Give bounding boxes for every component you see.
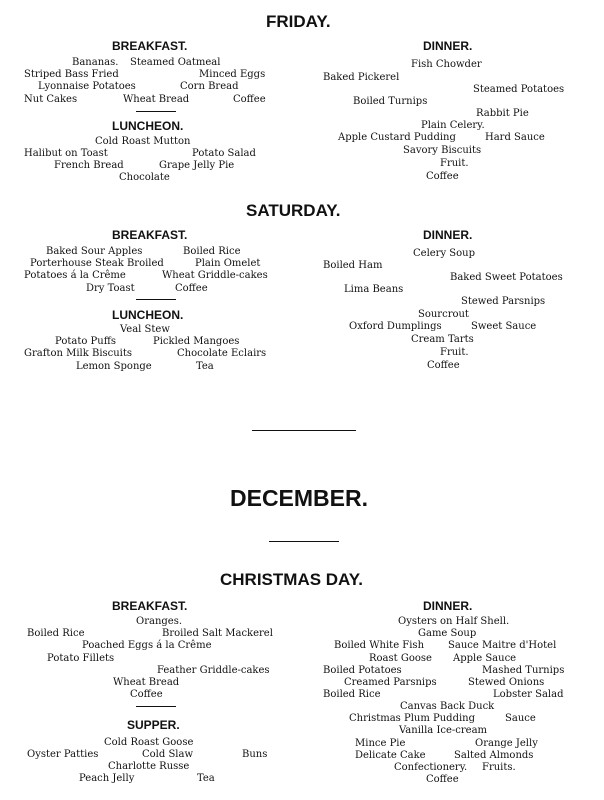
divider: [269, 541, 339, 542]
friday-dinner-heading: DINNER.: [423, 39, 473, 53]
menu-item: Feather Griddle-cakes: [157, 665, 270, 676]
menu-item: Mince Pie: [355, 738, 406, 749]
menu-item: Boiled Turnips: [353, 96, 428, 107]
menu-item: Corn Bread: [180, 81, 239, 92]
menu-item: Salted Almonds: [454, 750, 534, 761]
menu-item: Steamed Potatoes: [473, 84, 565, 95]
menu-item: Sourcrout: [418, 309, 469, 320]
menu-item: Boiled Rice: [183, 246, 241, 257]
menu-item: Charlotte Russe: [108, 761, 190, 772]
menu-item: Boiled Rice: [27, 628, 85, 639]
menu-item: Tea: [196, 361, 214, 372]
saturday-dinner-heading: DINNER.: [423, 228, 473, 242]
menu-item: Boiled Potatoes: [323, 665, 402, 676]
menu-item: Striped Bass Fried: [24, 69, 119, 80]
menu-item: Coffee: [427, 360, 460, 371]
menu-item: Cold Slaw: [142, 749, 194, 760]
menu-item: Cold Roast Mutton: [95, 136, 191, 147]
menu-item: Boiled Ham: [323, 260, 383, 271]
menu-item: Wheat Bread: [113, 677, 180, 688]
menu-item: Fish Chowder: [411, 59, 482, 70]
menu-item: Creamed Parsnips: [344, 677, 437, 688]
menu-item: Canvas Back Duck: [400, 701, 495, 712]
menu-item: Confectionery.: [394, 762, 468, 773]
menu-item: Sweet Sauce: [471, 321, 537, 332]
menu-item: Potato Salad: [192, 148, 256, 159]
menu-item: Steamed Oatmeal: [130, 57, 221, 68]
menu-item: Lyonnaise Potatoes: [38, 81, 136, 92]
menu-item: Apple Custard Pudding: [338, 132, 456, 143]
menu-item: Baked Pickerel: [323, 72, 400, 83]
menu-item: Cream Tarts: [411, 334, 474, 345]
menu-item: Nut Cakes: [24, 94, 78, 105]
menu-item: Coffee: [426, 774, 459, 785]
menu-item: Orange Jelly: [475, 738, 538, 749]
menu-item: Coffee: [233, 94, 266, 105]
menu-item: Boiled Rice: [323, 689, 381, 700]
menu-item: Coffee: [426, 171, 459, 182]
menu-item: Fruit.: [440, 158, 469, 169]
menu-item: Stewed Onions: [468, 677, 545, 688]
friday-breakfast-heading: BREAKFAST.: [112, 39, 188, 53]
menu-item: Wheat Bread: [123, 94, 190, 105]
menu-item: Plain Omelet: [195, 258, 261, 269]
menu-item: Dry Toast: [86, 283, 135, 294]
christmas-dinner-heading: DINNER.: [423, 599, 473, 613]
divider: [136, 706, 176, 707]
menu-item: Coffee: [130, 689, 163, 700]
friday-luncheon-heading: LUNCHEON.: [112, 119, 184, 133]
christmas-title: CHRISTMAS DAY.: [220, 570, 363, 589]
menu-item: Lobster Salad: [493, 689, 564, 700]
menu-item: Apple Sauce: [453, 653, 517, 664]
menu-item: Boiled White Fish: [334, 640, 425, 651]
friday-title: FRIDAY.: [266, 12, 331, 31]
menu-item: Porterhouse Steak Broiled: [30, 258, 164, 269]
menu-item: Mashed Turnips: [482, 665, 565, 676]
saturday-luncheon-heading: LUNCHEON.: [112, 308, 184, 322]
menu-item: Minced Eggs: [199, 69, 266, 80]
menu-item: Pickled Mangoes: [153, 336, 240, 347]
menu-item: Delicate Cake: [355, 750, 426, 761]
menu-item: Baked Sour Apples: [46, 246, 143, 257]
menu-item: Broiled Salt Mackerel: [162, 628, 273, 639]
menu-item: Wheat Griddle-cakes: [162, 270, 268, 281]
christmas-supper-heading: SUPPER.: [127, 718, 180, 732]
christmas-breakfast-heading: BREAKFAST.: [112, 599, 188, 613]
menu-item: Fruit.: [440, 347, 469, 358]
menu-item: Cold Roast Goose: [104, 737, 194, 748]
menu-item: Buns: [242, 749, 268, 760]
menu-item: Savory Biscuits: [403, 145, 482, 156]
menu-item: Chocolate Eclairs: [177, 348, 267, 359]
menu-item: Potato Fillets: [47, 653, 115, 664]
menu-item: Lemon Sponge: [76, 361, 152, 372]
menu-item: Plain Celery.: [421, 120, 485, 131]
menu-item: Christmas Plum Pudding: [349, 713, 476, 724]
saturday-breakfast-heading: BREAKFAST.: [112, 228, 188, 242]
menu-item: Vanilla Ice-cream: [399, 725, 488, 736]
menu-item: French Bread: [54, 160, 124, 171]
month-title: DECEMBER.: [230, 485, 369, 511]
menu-item: Sauce Maitre d'Hotel: [448, 640, 557, 651]
menu-item: Baked Sweet Potatoes: [450, 272, 563, 283]
menu-item: Celery Soup: [413, 248, 476, 259]
menu-item: Oysters on Half Shell.: [398, 616, 510, 627]
menu-item: Grape Jelly Pie: [159, 160, 235, 171]
divider: [136, 111, 176, 112]
menu-item: Potatoes á la Crême: [24, 270, 126, 281]
menu-item: Potato Puffs: [55, 336, 116, 347]
saturday-title: SATURDAY.: [246, 201, 341, 220]
menu-item: Oyster Patties: [27, 749, 99, 760]
divider: [252, 430, 356, 431]
menu-item: Oxford Dumplings: [349, 321, 442, 332]
menu-item: Lima Beans: [344, 284, 404, 295]
menu-item: Sauce: [505, 713, 536, 724]
menu-item: Veal Stew: [120, 324, 170, 335]
menu-item: Fruits.: [482, 762, 516, 773]
menu-item: Bananas.: [72, 57, 119, 68]
menu-item: Oranges.: [136, 616, 183, 627]
menu-item: Hard Sauce: [485, 132, 545, 143]
menu-item: Chocolate: [119, 172, 170, 183]
menu-item: Halibut on Toast: [24, 148, 108, 159]
menu-item: Coffee: [175, 283, 208, 294]
menu-item: Rabbit Pie: [476, 108, 529, 119]
divider: [136, 299, 176, 300]
menu-item: Roast Goose: [369, 653, 432, 664]
menu-item: Peach Jelly: [79, 773, 135, 784]
menu-item: Grafton Milk Biscuits: [24, 348, 133, 359]
menu-item: Stewed Parsnips: [461, 296, 546, 307]
menu-item: Game Soup: [418, 628, 477, 639]
menu-item: Tea: [197, 773, 215, 784]
menu-item: Poached Eggs á la Crême: [82, 640, 212, 651]
